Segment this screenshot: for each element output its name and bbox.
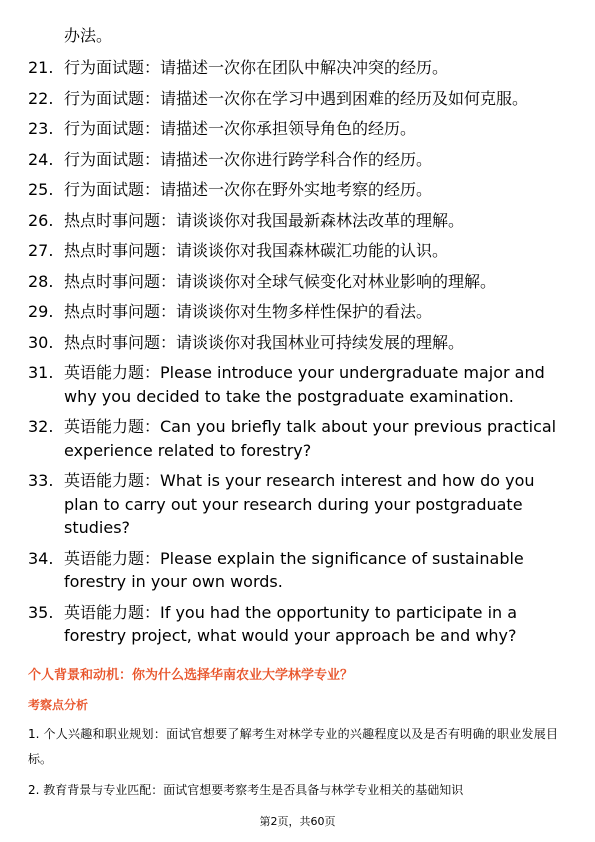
question-item <box>28 270 558 294</box>
question-text: 行为面试题：请描述一次你在学习中遇到困难的经历及如何克服。 <box>64 88 529 108</box>
analysis-list <box>28 722 558 809</box>
question-number: 21. <box>28 58 54 77</box>
question-item <box>28 415 558 462</box>
question-text: 行为面试题：请描述一次你在野外实地考察的经历。 <box>64 180 433 199</box>
question-item <box>28 56 558 80</box>
question-number: 28. <box>28 271 54 291</box>
question-text: 英语能力题：What is your research interest and how do you plan to carry out your research during your postgraduate studies? <box>64 471 535 537</box>
question-text: 英语能力题：If you had the opportunity to participate in a forestry project, what would your approach be and why? <box>64 602 518 645</box>
question-number: 35. <box>28 602 54 622</box>
question-number: 22. <box>28 88 54 108</box>
analysis-item: 2. 教育背景与专业匹配：面试官想要考察考生是否具备与林学专业相关的基础知识 <box>28 783 464 797</box>
question-item <box>28 361 558 408</box>
question-item <box>28 178 558 202</box>
question-text: 行为面试题：请描述一次你进行跨学科合作的经历。 <box>64 149 433 169</box>
question-item <box>28 469 558 540</box>
question-item <box>28 117 558 141</box>
analysis-item: 1. 个人兴趣和职业规划：面试官想要了解考生对林学专业的兴趣程度以及是否有明确的职业发展目标。 <box>28 727 558 766</box>
question-number: 30. <box>28 332 54 352</box>
subsection-heading: 考察点分析 <box>28 698 89 712</box>
question-number: 27. <box>28 241 54 260</box>
question-number: 32. <box>28 417 54 436</box>
question-list <box>28 56 558 655</box>
question-item <box>28 547 558 594</box>
question-number: 33. <box>28 471 54 490</box>
question-text: 热点时事问题：请谈谈你对生物多样性保护的看法。 <box>64 302 433 321</box>
question-text: 热点时事问题：请谈谈你对全球气候变化对林业影响的理解。 <box>64 271 497 291</box>
question-item <box>28 87 558 111</box>
question-number: 34. <box>28 548 54 568</box>
question-number: 26. <box>28 210 54 230</box>
question-item <box>28 209 558 233</box>
question-item <box>28 239 558 263</box>
question-number: 31. <box>28 363 54 382</box>
question-text: 行为面试题：请描述一次你承担领导角色的经历。 <box>64 119 417 138</box>
question-text: 行为面试题：请描述一次你在团队中解决冲突的经历。 <box>64 58 449 77</box>
question-text: 英语能力题：Please introduce your undergraduate major and why you decided to take the postgraduate examination. <box>64 363 545 406</box>
question-item <box>28 148 558 172</box>
question-text: 热点时事问题：请谈谈你对我国最新森林法改革的理解。 <box>64 210 465 230</box>
question-number: 23. <box>28 119 54 138</box>
question-number: 29. <box>28 302 54 321</box>
question-text: 英语能力题：Can you briefly talk about your previous practical experience related to forestry? <box>64 417 557 460</box>
question-number: 25. <box>28 180 54 199</box>
question-item <box>28 331 558 355</box>
section-heading: 个人背景和动机：你为什么选择华南农业大学林学专业？ <box>28 668 354 683</box>
question-item <box>28 601 558 648</box>
question-number: 24. <box>28 149 54 169</box>
question-text: 英语能力题：Please explain the significance of sustainable forestry in your own words. <box>64 548 524 591</box>
page-footer: 第2页，共60页 <box>259 815 336 828</box>
question-item <box>28 300 558 324</box>
question-text: 热点时事问题：请谈谈你对我国森林碳汇功能的认识。 <box>64 241 449 260</box>
question-text: 热点时事问题：请谈谈你对我国林业可持续发展的理解。 <box>64 332 465 352</box>
continuation-text: 办法。 <box>64 26 113 45</box>
